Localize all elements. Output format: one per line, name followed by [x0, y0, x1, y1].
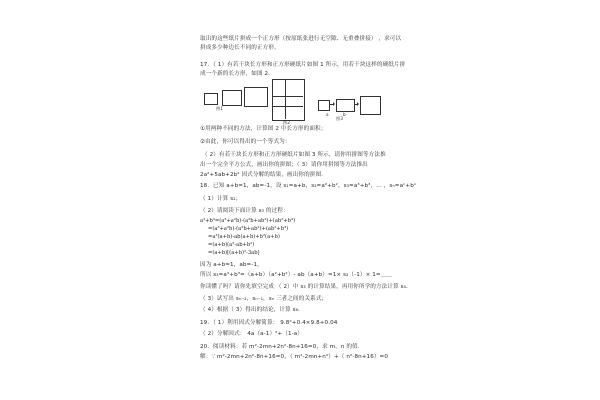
fig1-small-square	[204, 93, 218, 105]
derivation-line-2: =(a³+a²b)-(a²b+ab²)+(ab²+b³)	[208, 226, 289, 232]
fig3-rectangle	[336, 99, 355, 112]
fig2-divider-vertical	[285, 79, 286, 119]
derivation-line-1: a³+b³=(a³+a²b)-(a²b+ab²)+(ab²+b³)	[200, 218, 296, 224]
fig3-arrow-2	[354, 104, 358, 105]
fig3-arrow-1	[329, 104, 334, 105]
derivation-line-3: =a²(a+b)-ab(a+b)+b²(a+b)	[208, 234, 280, 240]
fig2-rectangle	[272, 79, 305, 121]
problem-18-q1: （ 1）计算 s₂；	[200, 196, 242, 202]
fig1-caption: 图1	[216, 106, 223, 111]
problem-18-q4: （ 4）根据（ 3）得出的结论，计算 s₆．	[200, 307, 304, 313]
text-line-1: 取出的这些纸片拼成一个正方形（按原纸张进行无空隙、无重叠拼接） ，求可以	[200, 36, 402, 42]
fig1-rectangle	[222, 90, 242, 106]
problem-18-given: 因为 a+b=1，ab=-1，	[200, 262, 263, 268]
derivation-line-5: =(a+b)[(a+b)²-3ab]	[208, 250, 260, 256]
fig1-large-square	[244, 87, 268, 107]
fig3-label-b: b	[343, 112, 346, 117]
problem-18-instruction: 你读懂了吗？请你先填空完成 （ 2）中 s₃ 的计算结果，再用你所学的方法计算 s₄．	[200, 284, 412, 290]
fig3-large-square	[360, 96, 381, 115]
fig2-caption: 图2	[283, 120, 290, 125]
fig2-divider-horizontal-2	[272, 106, 303, 107]
text-line-2: 拼成多少种边长不同的正方形。	[200, 45, 280, 51]
fig3-label-a: a	[326, 112, 329, 117]
fig3-small-square	[318, 100, 330, 111]
problem-17-title: 17．（ 1）有若干块长方形和正方形硬纸片如图 1 所示，用若干块这样的硬纸片拼	[200, 62, 406, 68]
problem-17-part-2: （ 2）有若干块长方形和正方形硬纸片如图 3 所示，请你用拼图等方法推	[202, 152, 386, 158]
problem-17-q1: ①用两种不同的方法，计算图 2 中长方形的面积；	[200, 126, 327, 132]
problem-17-part-3: 2a²+5ab+2b² 因式分解的结果，画出你的拼图．	[200, 172, 327, 178]
fig2-divider-horizontal-1	[272, 96, 303, 97]
problem-19-q2: （ 2）分解因式： 4a（a-1）²+（1-a）	[200, 331, 303, 337]
problem-18-q3: （ 3）试写出 sₙ₋₂，sₙ₋₁，sₙ 三者之间的关系式；	[200, 296, 328, 302]
problem-17-q2: ②由此，你可以得出的一个等式为：	[200, 139, 291, 145]
problem-19-q1: 19．（ 1）利用因式分解简算： 9.8²+0.4×9.8+0.04	[200, 320, 338, 326]
fig3-caption: 图3	[336, 116, 343, 121]
problem-17-line-2: 成一个新的长方形，如图 2．	[200, 71, 274, 77]
problem-18-s3: 所以 s₃=a³+b³=（a+b）（a²+b²）- ab（a+b）=1× s₂（-1）× 1=＿＿	[200, 272, 393, 278]
problem-20-title: 20．阅读材料：若 m²-2mn+2n²-8n+16=0，求 m、n 的值．	[200, 344, 364, 350]
derivation-line-4: =(a+b)(a²-ab+b²)	[208, 242, 255, 248]
problem-18-q2: （ 2）请阅读下面计算 s₃ 的过程：	[200, 208, 289, 214]
problem-18-title: 18．已知 a+b=1，ab=-1，设 s₁=a+b，s₂=a²+b²，s₃=a³+b³，… ，sₙ=aⁿ+bⁿ	[200, 183, 417, 189]
problem-20-solution: 解：∵ m²-2mn+2n²-8n+16=0，（ m²-2mn+n²）+（ n²-8n+16）=0	[200, 354, 389, 360]
problem-17-part-2-cont: 出一个完全平方公式，画出你的拼图；（ 3）请你用拼图等方法推出	[200, 162, 368, 168]
